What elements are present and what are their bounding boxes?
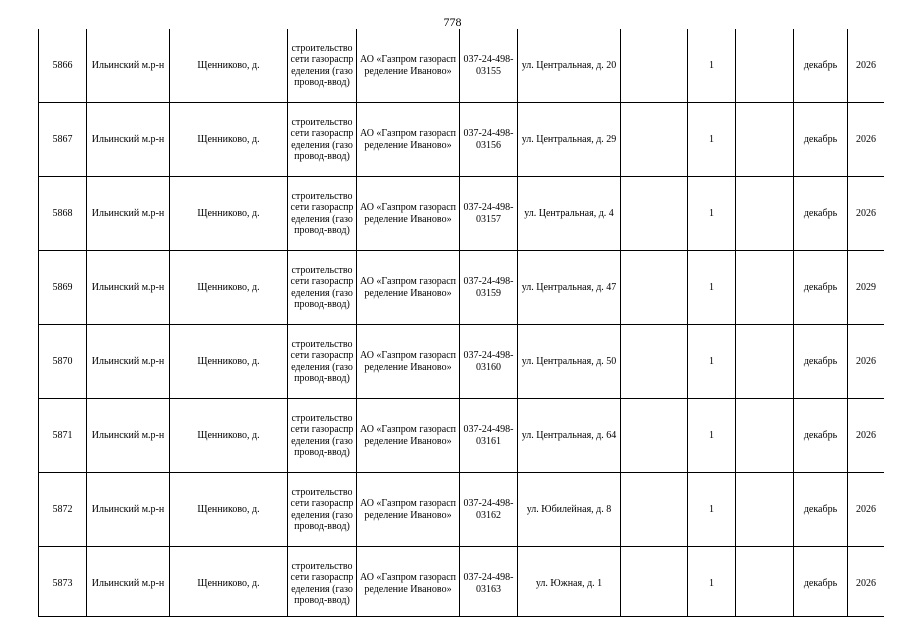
year-cell: 2026 xyxy=(848,473,885,547)
district-cell: Ильинский м.р-н xyxy=(87,103,170,177)
operator-cell: АО «Газпром газораспределение Иваново» xyxy=(357,547,460,618)
object-code-cell: 037-24-498-03156 xyxy=(460,103,518,177)
operator-cell: АО «Газпром газораспределение Иваново» xyxy=(357,473,460,547)
work-type-cell: строительство сети газораспределения (газопровод-ввод) xyxy=(288,325,357,399)
settlement-cell: Щенниково, д. xyxy=(170,473,288,547)
work-type-cell: строительство сети газораспределения (газопровод-ввод) xyxy=(288,473,357,547)
page-number: 778 xyxy=(443,15,462,29)
settlement-cell: Щенниково, д. xyxy=(170,547,288,618)
month-cell: декабрь xyxy=(794,177,848,251)
year-cell: 2026 xyxy=(848,29,885,103)
quantity-cell: 1 xyxy=(688,325,736,399)
row-number-cell: 5869 xyxy=(39,251,87,325)
month-cell: декабрь xyxy=(794,473,848,547)
district-cell: Ильинский м.р-н xyxy=(87,177,170,251)
address-cell: ул. Центральная, д. 4 xyxy=(518,177,621,251)
year-cell: 2026 xyxy=(848,325,885,399)
empty-cell xyxy=(736,547,794,618)
quantity-cell: 1 xyxy=(688,473,736,547)
district-cell: Ильинский м.р-н xyxy=(87,325,170,399)
object-code-cell: 037-24-498-03162 xyxy=(460,473,518,547)
settlement-cell: Щенниково, д. xyxy=(170,177,288,251)
row-number-cell: 5867 xyxy=(39,103,87,177)
year-cell: 2026 xyxy=(848,399,885,473)
address-cell: ул. Центральная, д. 64 xyxy=(518,399,621,473)
empty-cell xyxy=(736,325,794,399)
quantity-cell: 1 xyxy=(688,399,736,473)
empty-cell xyxy=(736,103,794,177)
month-cell: декабрь xyxy=(794,325,848,399)
empty-cell xyxy=(736,399,794,473)
work-type-cell: строительство сети газораспределения (газопровод-ввод) xyxy=(288,103,357,177)
empty-cell xyxy=(736,177,794,251)
work-type-cell: строительство сети газораспределения (газопровод-ввод) xyxy=(288,399,357,473)
settlement-cell: Щенниково, д. xyxy=(170,399,288,473)
empty-cell xyxy=(621,399,688,473)
row-number-cell: 5870 xyxy=(39,325,87,399)
operator-cell: АО «Газпром газораспределение Иваново» xyxy=(357,251,460,325)
table-row xyxy=(39,547,885,618)
object-code-cell: 037-24-498-03155 xyxy=(460,29,518,103)
empty-cell xyxy=(736,251,794,325)
operator-cell: АО «Газпром газораспределение Иваново» xyxy=(357,177,460,251)
year-cell: 2026 xyxy=(848,547,885,618)
row-number-cell: 5872 xyxy=(39,473,87,547)
operator-cell: АО «Газпром газораспределение Иваново» xyxy=(357,399,460,473)
table-row xyxy=(39,325,885,399)
work-type-cell: строительство сети газораспределения (газопровод-ввод) xyxy=(288,547,357,618)
object-code-cell: 037-24-498-03157 xyxy=(460,177,518,251)
gasification-table xyxy=(38,29,884,617)
work-type-cell: строительство сети газораспределения (газопровод-ввод) xyxy=(288,29,357,103)
operator-cell: АО «Газпром газораспределение Иваново» xyxy=(357,325,460,399)
work-type-cell: строительство сети газораспределения (газопровод-ввод) xyxy=(288,251,357,325)
month-cell: декабрь xyxy=(794,29,848,103)
month-cell: декабрь xyxy=(794,103,848,177)
empty-cell xyxy=(736,473,794,547)
district-cell: Ильинский м.р-н xyxy=(87,473,170,547)
empty-cell xyxy=(621,177,688,251)
quantity-cell: 1 xyxy=(688,547,736,618)
table-body xyxy=(39,29,885,617)
year-cell: 2026 xyxy=(848,177,885,251)
table-row xyxy=(39,473,885,547)
settlement-cell: Щенниково, д. xyxy=(170,29,288,103)
empty-cell xyxy=(621,547,688,618)
object-code-cell: 037-24-498-03159 xyxy=(460,251,518,325)
table-row xyxy=(39,177,885,251)
month-cell: декабрь xyxy=(794,399,848,473)
year-cell: 2026 xyxy=(848,103,885,177)
quantity-cell: 1 xyxy=(688,103,736,177)
empty-cell xyxy=(736,29,794,103)
row-number-cell: 5868 xyxy=(39,177,87,251)
address-cell: ул. Центральная, д. 47 xyxy=(518,251,621,325)
district-cell: Ильинский м.р-н xyxy=(87,547,170,618)
quantity-cell: 1 xyxy=(688,29,736,103)
empty-cell xyxy=(621,29,688,103)
district-cell: Ильинский м.р-н xyxy=(87,251,170,325)
table-row xyxy=(39,103,885,177)
table-row xyxy=(39,251,885,325)
address-cell: ул. Центральная, д. 29 xyxy=(518,103,621,177)
address-cell: ул. Центральная, д. 20 xyxy=(518,29,621,103)
row-number-cell: 5866 xyxy=(39,29,87,103)
empty-cell xyxy=(621,251,688,325)
empty-cell xyxy=(621,325,688,399)
quantity-cell: 1 xyxy=(688,177,736,251)
empty-cell xyxy=(621,103,688,177)
row-number-cell: 5871 xyxy=(39,399,87,473)
settlement-cell: Щенниково, д. xyxy=(170,251,288,325)
address-cell: ул. Центральная, д. 50 xyxy=(518,325,621,399)
work-type-cell: строительство сети газораспределения (газопровод-ввод) xyxy=(288,177,357,251)
address-cell: ул. Юбилейная, д. 8 xyxy=(518,473,621,547)
operator-cell: АО «Газпром газораспределение Иваново» xyxy=(357,103,460,177)
object-code-cell: 037-24-498-03161 xyxy=(460,399,518,473)
month-cell: декабрь xyxy=(794,547,848,618)
row-number-cell: 5873 xyxy=(39,547,87,618)
operator-cell: АО «Газпром газораспределение Иваново» xyxy=(357,29,460,103)
table-container xyxy=(38,29,884,617)
district-cell: Ильинский м.р-н xyxy=(87,29,170,103)
quantity-cell: 1 xyxy=(688,251,736,325)
address-cell: ул. Южная, д. 1 xyxy=(518,547,621,618)
empty-cell xyxy=(621,473,688,547)
table-row xyxy=(39,29,885,103)
district-cell: Ильинский м.р-н xyxy=(87,399,170,473)
settlement-cell: Щенниково, д. xyxy=(170,103,288,177)
table-row xyxy=(39,399,885,473)
settlement-cell: Щенниково, д. xyxy=(170,325,288,399)
object-code-cell: 037-24-498-03160 xyxy=(460,325,518,399)
year-cell: 2029 xyxy=(848,251,885,325)
month-cell: декабрь xyxy=(794,251,848,325)
object-code-cell: 037-24-498-03163 xyxy=(460,547,518,618)
